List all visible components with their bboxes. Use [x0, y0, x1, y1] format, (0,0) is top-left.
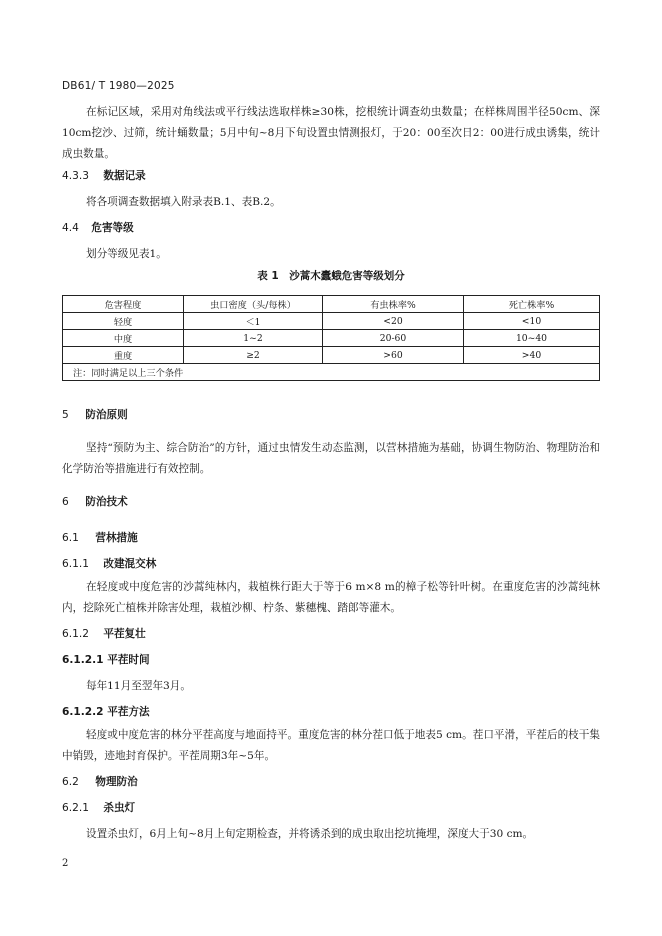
heading-title: 营林措施	[95, 532, 138, 544]
table-cell: 轻度	[63, 313, 184, 330]
paragraph-method-text: 轻度或中度危害的林分平茬高度与地面持平。重度危害的林分茬口低于地表5 cm。茬口平滑，平茬后的枝干集中销毁，迹地封育保护。平茬周期3年~5年。	[62, 729, 600, 762]
grade-table	[62, 295, 600, 381]
heading-4-3-3	[62, 168, 146, 183]
heading-6-1	[62, 530, 138, 545]
table-header-cell: 危害程度	[63, 296, 184, 313]
heading-title: 防治技术	[85, 496, 128, 508]
heading-title: 平茬复壮	[103, 628, 146, 640]
heading-title: 改建混交林	[103, 558, 157, 570]
heading-number: 6.1	[62, 532, 79, 544]
table-note-row	[63, 364, 600, 381]
heading-6	[62, 494, 128, 509]
paragraph-principle	[62, 438, 600, 480]
heading-title: 6.1.2.1 平茬时间	[62, 654, 150, 666]
heading-number: 6	[62, 496, 69, 508]
heading-number: 5	[62, 409, 69, 421]
table-cell: ＜1	[184, 313, 323, 330]
paragraph-time: 每年11月至翌年3月。	[86, 680, 191, 692]
paragraph-mixed-forest-text: 在轻度或中度危害的沙蒿纯林内，栽植株行距大于等于6 m×8 m的樟子松等针叶树。在重度危害的沙蒿纯林内，挖除死亡植株并除害处理，栽植沙柳、柠条、紫穗槐、踏郎等灌木。	[62, 581, 600, 614]
paragraph-survey-text: 在标记区域，采用对角线法或平行线法选取样株≥30株，挖根统计调查幼虫数量；在样株周围半径50cm、深10cm挖沙、过筛，统计蛹数量；5月中旬~8月下旬设置虫情测报灯，于20：00至次日2：00进行成虫诱集，统计成虫数量。	[62, 106, 600, 160]
heading-6-1-2-2	[62, 704, 150, 719]
table-cell: ≥2	[184, 347, 323, 364]
paragraph-principle-text: 坚持“预防为主、综合防治”的方针，通过虫情发生动态监测，以营林措施为基础，协调生物防治、物理防治和化学防治等措施进行有效控制。	[62, 442, 600, 475]
heading-number: 6.2	[62, 776, 79, 788]
table-cell: 1~2	[184, 330, 323, 347]
table-row	[63, 313, 600, 330]
heading-title: 危害等级	[91, 222, 134, 234]
heading-4-4	[62, 220, 134, 235]
paragraph-record: 将各项调查数据填入附录表B.1、表B.2。	[86, 196, 281, 208]
heading-6-1-2-1	[62, 652, 150, 667]
table-row	[63, 347, 600, 364]
table-cell: 20-60	[323, 330, 464, 347]
heading-number: 6.1.1	[62, 558, 89, 570]
table-cell: <10	[464, 313, 600, 330]
table-cell: 中度	[63, 330, 184, 347]
paragraph-grade: 划分等级见表1。	[86, 248, 167, 260]
heading-number: 4.3.3	[62, 170, 89, 182]
heading-title: 数据记录	[103, 170, 146, 182]
heading-6-1-1	[62, 556, 156, 571]
heading-title: 物理防治	[95, 776, 138, 788]
table-header-cell: 虫口密度（头/每株）	[184, 296, 323, 313]
page-number: 2	[62, 858, 69, 869]
paragraph-method	[62, 725, 600, 767]
table-header-cell: 死亡株率%	[464, 296, 600, 313]
heading-number: 6.1.2	[62, 628, 89, 640]
table-header-row	[63, 296, 600, 313]
heading-6-1-2	[62, 626, 146, 641]
heading-number: 6.2.1	[62, 802, 89, 814]
heading-number: 4.4	[62, 222, 79, 234]
document-code: DB61/ T 1980—2025	[62, 80, 175, 92]
paragraph-mixed-forest	[62, 577, 600, 619]
heading-title: 防治原则	[85, 409, 128, 421]
table-cell: >40	[464, 347, 600, 364]
heading-title: 6.1.2.2 平茬方法	[62, 706, 150, 718]
table-caption: 表 1 沙蒿木蠹蛾危害等级划分	[257, 270, 405, 282]
heading-6-2-1	[62, 800, 135, 815]
table-header-cell: 有虫株率%	[323, 296, 464, 313]
table-note: 注：同时满足以上三个条件	[63, 364, 600, 381]
paragraph-lamp: 设置杀虫灯，6月上旬~8月上旬定期检查，并将诱杀到的成虫取出挖坑掩埋，深度大于30 cm。	[86, 828, 534, 840]
heading-title: 杀虫灯	[103, 802, 136, 814]
table-cell: 10~40	[464, 330, 600, 347]
table-cell: >60	[323, 347, 464, 364]
heading-6-2	[62, 774, 138, 789]
paragraph-survey	[62, 102, 600, 165]
heading-5	[62, 407, 128, 422]
table-cell: <20	[323, 313, 464, 330]
table-cell: 重度	[63, 347, 184, 364]
table-row	[63, 330, 600, 347]
